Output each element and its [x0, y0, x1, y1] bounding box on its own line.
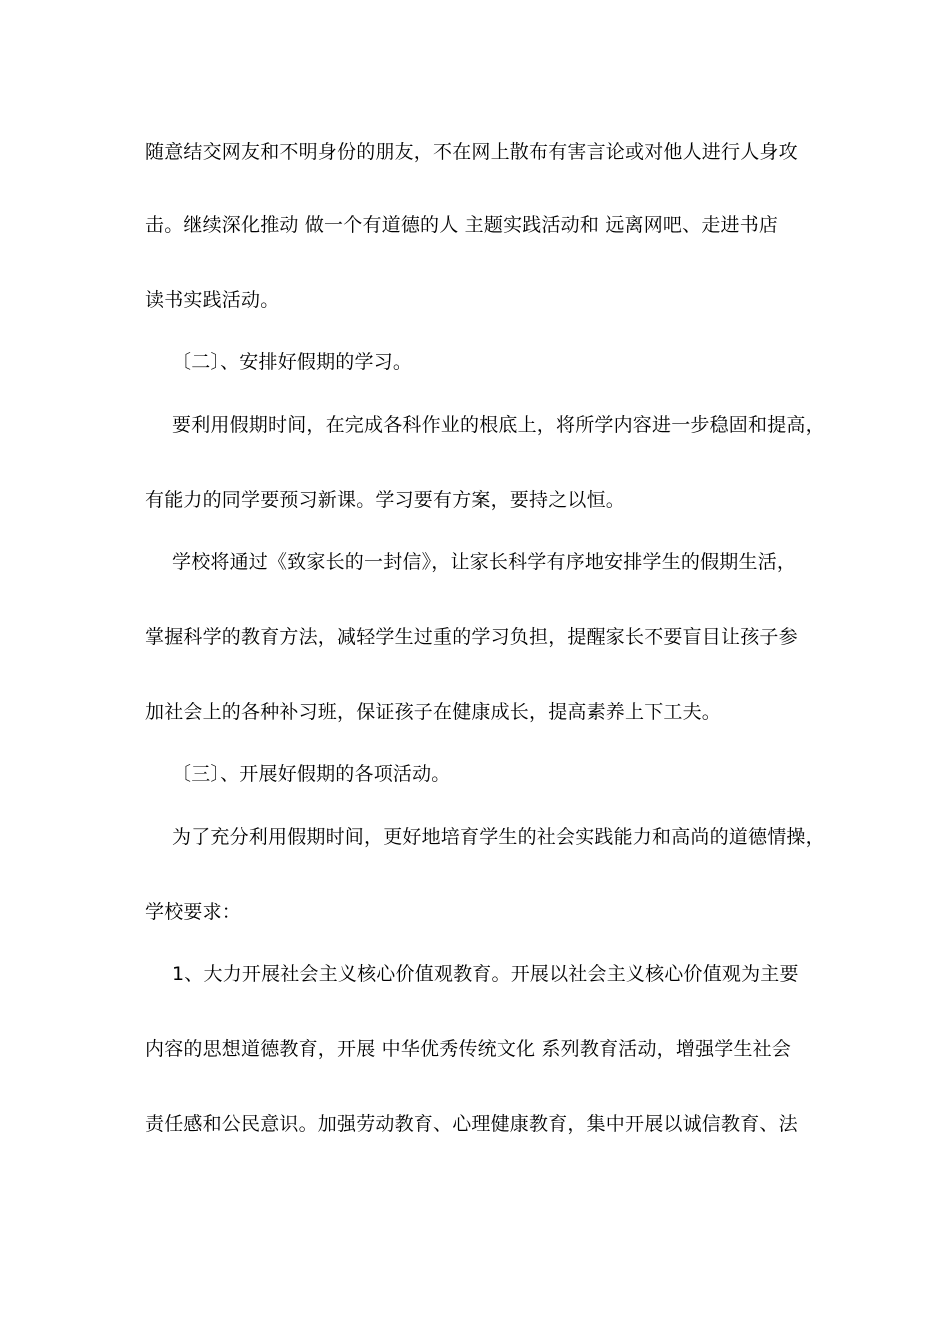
text-line: 加社会上的各种补习班，保证孩子在健康成长，提高素养上下工夫。: [145, 701, 722, 723]
text-line: 随意结交网友和不明身份的朋友，不在网上散布有害言论或对他人进行人身攻: [145, 141, 798, 163]
text-line: 有能力的同学要预习新课。学习要有方案，要持之以恒。: [145, 489, 626, 511]
text-line: 责任感和公民意识。加强劳动教育、心理健康教育，集中开展以诚信教育、法: [145, 1113, 798, 1135]
section-heading: 〔三〕、开展好假期的各项活动。: [172, 763, 451, 785]
text-line: 学校要求：: [145, 901, 242, 923]
text-line: 掌握科学的教育方法，减轻学生过重的学习负担，提醒家长不要盲目让孩子参: [145, 626, 798, 648]
text-line: 击。继续深化推动 做一个有道德的人 主题实践活动和 远离网吧、走进书店: [145, 214, 779, 236]
text-line: 为了充分利用假期时间，更好地培育学生的社会实践能力和高尚的道德情操，: [172, 826, 825, 848]
text-line: 内容的思想道德教育，开展 中华优秀传统文化 系列教育活动，增强学生社会: [145, 1038, 792, 1060]
text-line: 读书实践活动。: [145, 289, 280, 311]
section-heading: 〔二〕、安排好假期的学习。: [172, 351, 413, 373]
text-line: 要利用假期时间，在完成各科作业的根底上，将所学内容进一步稳固和提高，: [172, 414, 825, 436]
text-line: 学校将通过《致家长的一封信》，让家长科学有序地安排学生的假期生活，: [172, 551, 797, 573]
list-item-text: 1、大力开展社会主义核心价值观教育。开展以社会主义核心价值观为主要: [172, 963, 799, 985]
